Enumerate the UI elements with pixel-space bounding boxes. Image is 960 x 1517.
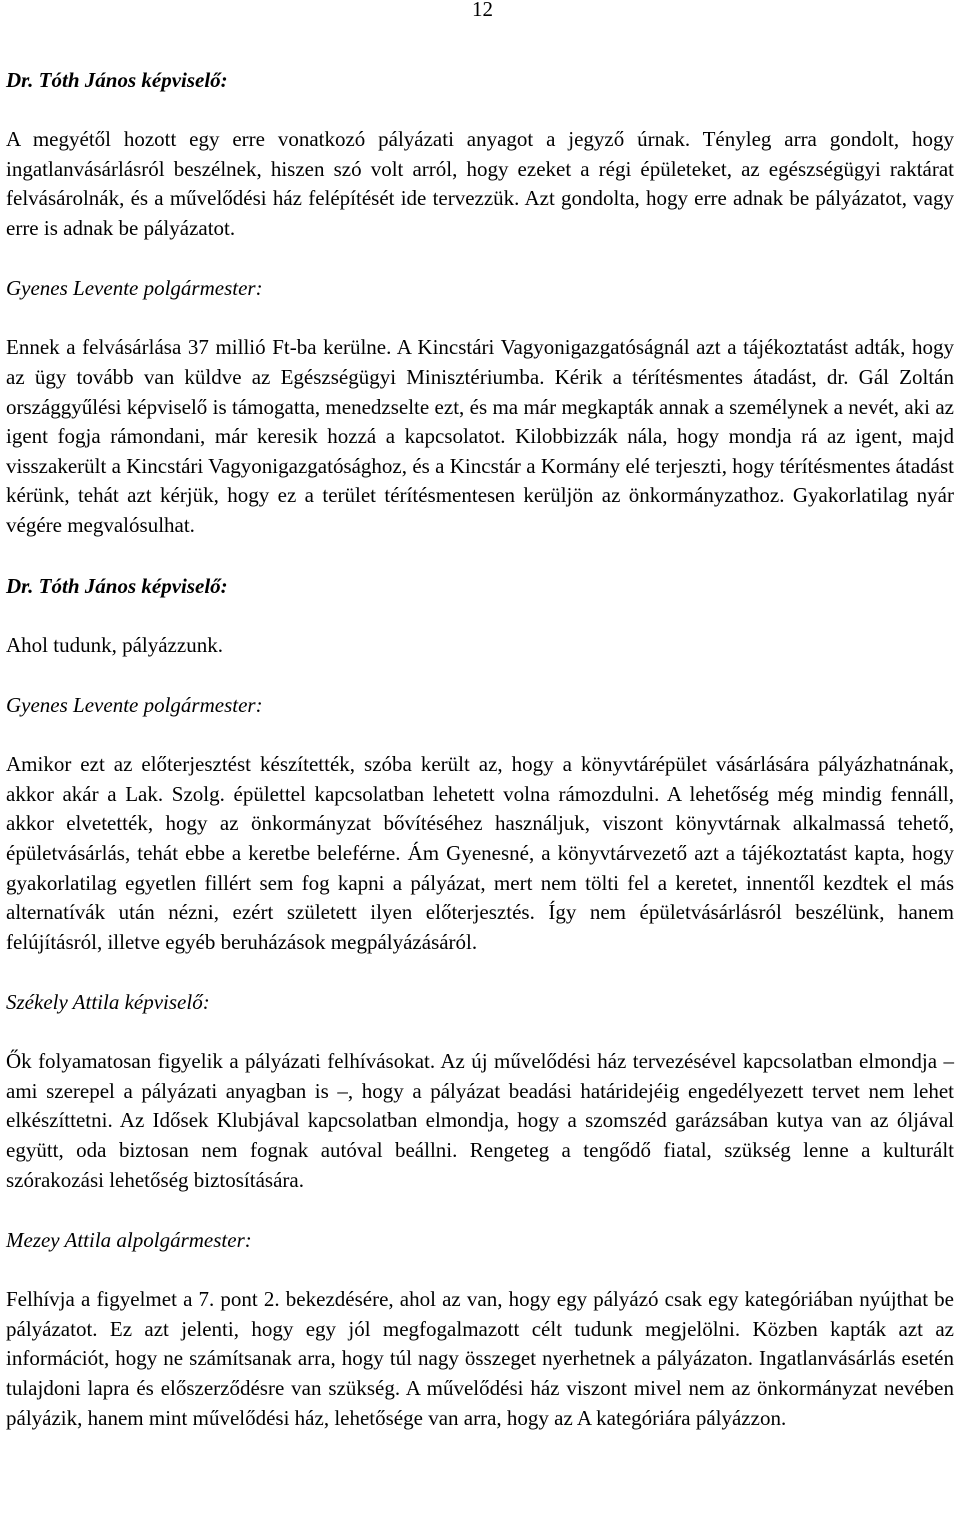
speaker-heading: Dr. Tóth János képviselő: <box>6 68 228 92</box>
document-body <box>6 65 954 1433</box>
paragraph: Felhívja a figyelmet a 7. pont 2. bekezdésére, ahol az van, hogy egy pályázó csak egy kategóriában nyújthat be pályázatot. Ez azt jelenti, hogy egy jól megfogalmazott célt tudunk megjelölni. Közben kapták azt az információt, hogy ne számítsanak arra, hogy túl nagy összeget nyerhetnek a pályázaton. Ingatlanvásárlás esetén tulajdoni lapra és előszerződésre van szükség. A művelődési ház viszont mivel nem az önkormányzat nevében pályázik, hanem mint művelődési ház, lehetősége van arra, hogy az A kategóriára pályázzon. <box>6 1287 954 1430</box>
speaker-heading: Gyenes Levente polgármester: <box>6 276 263 301</box>
speaker-heading: Gyenes Levente polgármester: <box>6 693 263 718</box>
paragraph: Amikor ezt az előterjesztést készítették, szóba került az, hogy a könyvtárépület vásárlására pályázhatnának, akkor akár a Lak. Szolg. épülettel kapcsolatban lehetett volna rámozdulni. A lehetőség még mindig fennáll, akkor elvetették, hogy az önkormányzat bővítéséhez használjuk, viszont könyvtárnak alkalmassá tehető, épületvásárlás, tehát ebbe a keretbe beleférne. Ám Gyenesné, a könyvtárvezető azt a tájékoztatást kapta, hogy gyakorlatilag egyetlen fillért sem fog kapni a pályázat, mert nem tölti fel a keretet, innentől kezdtek el más alternatívák után nézni, ezért született ilyen előterjesztés. Így nem épületvásárlásról beszélünk, hanem felújításról, illetve egyéb beruházások megpályázásáról. <box>6 752 954 954</box>
page-number: 12 <box>472 0 493 21</box>
paragraph: A megyétől hozott egy erre vonatkozó pályázati anyagot a jegyző úrnak. Tényleg arra gondolt, hogy ingatlanvásárlásról beszélnek, hiszen szó volt arról, hogy ezeket a régi épületeket, az egészségügyi raktárat felvásárolnák, és a művelődési ház felépítését ide tervezzük. Azt gondolta, hogy erre adnak be pályázatot, vagy erre is adnak be pályázatot. <box>6 127 954 240</box>
speaker-heading: Mezey Attila alpolgármester: <box>6 1228 252 1253</box>
speaker-heading: Dr. Tóth János képviselő: <box>6 573 228 598</box>
paragraph: Ők folyamatosan figyelik a pályázati felhívásokat. Az új művelődési ház tervezésével kapcsolatban elmondja – ami szerepel a pályázati anyagban is –, hogy a pályázat beadási határidejéig engedélyezett tervet nem lehet elkészíttetni. Az Idősek Klubjával kapcsolatban elmondja, hogy a szomszéd garázsában kutya van az óljával együtt, oda biztosan nem fognak autóval beállni. Rengeteg a tengődő fiatal, szükség lenne a kulturált szórakozási lehetőség biztosítására. <box>6 1049 954 1192</box>
speaker-heading: Székely Attila képviselő: <box>6 990 210 1015</box>
paragraph: Ahol tudunk, pályázzunk. <box>6 632 223 657</box>
paragraph: Ennek a felvásárlása 37 millió Ft-ba kerülne. A Kincstári Vagyonigazgatóságnál azt a tájékoztatást adták, hogy az ügy tovább van küldve az Egészségügyi Minisztériumba. Kérik a térítésmentes átadást, dr. Gál Zoltán országgyűlési képviselő is támogatta, menedzselte ezt, és ma már megkapták annak a személynek a nevét, aki az igent fogja rámondani, már keresik hozzá a kapcsolatot. Kilobbizzák nála, hogy mondja rá az igent, majd visszakerült a Kincstári Vagyonigazgatósághoz, és a Kincstár a Kormány elé terjeszti, hogy térítésmentes átadást kérünk, tehát azt kérjük, hogy ez a terület térítésmentesen kerüljön az önkormányzathoz. Gyakorlatilag nyár végére megvalósulhat. <box>6 335 954 537</box>
